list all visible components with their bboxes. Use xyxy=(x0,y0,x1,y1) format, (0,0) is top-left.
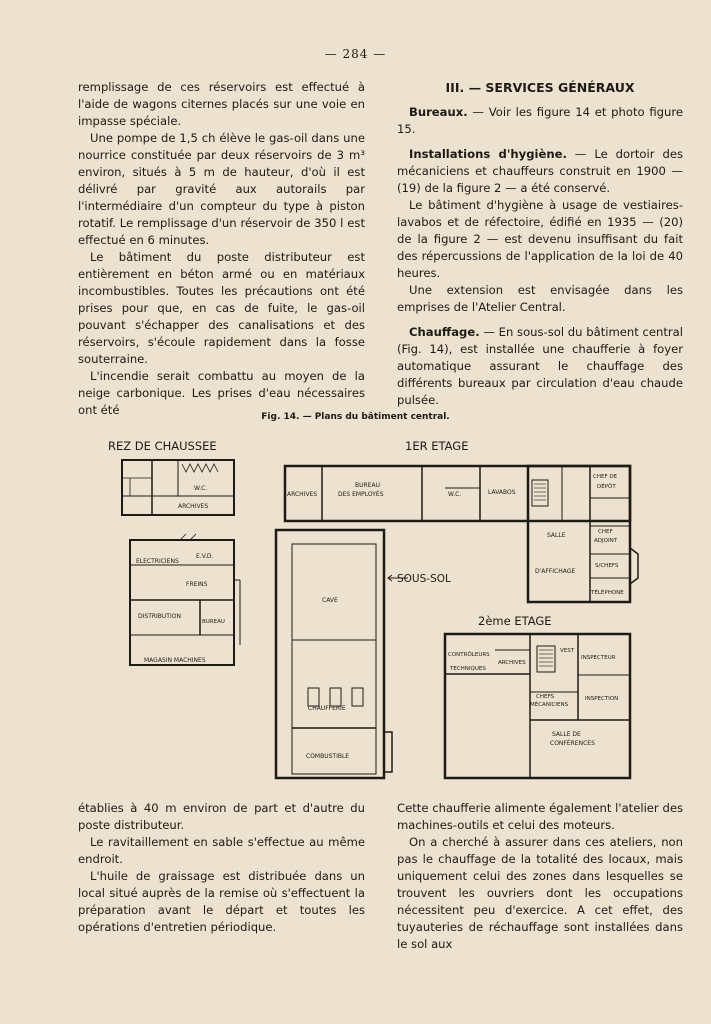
floor-plans-figure xyxy=(100,430,650,790)
paragraph-text: — Voir les figure 14 et photo figure 15. xyxy=(397,105,683,136)
label-controleurs-1: CONTRÔLEURS xyxy=(448,652,490,658)
label-controleurs-2: TECHNIQUES xyxy=(450,666,486,672)
left-column-bottom xyxy=(78,800,365,936)
paragraph-chauffage xyxy=(397,324,683,409)
label-inspection: INSPECTION xyxy=(585,696,619,702)
paragraph: établies à 40 m environ de part et d'autre du poste distributeur. xyxy=(78,801,365,832)
label-distribution: DISTRIBUTION xyxy=(138,613,181,620)
label-chef-depot-2: DÉPÔT xyxy=(597,484,616,490)
label-vest: VEST xyxy=(560,648,575,654)
paragraph: Le ravitaillement en sable s'effectue au même endroit. xyxy=(78,835,365,866)
floor-plans-drawing xyxy=(100,430,650,790)
label-archives-2eme: ARCHIVES xyxy=(498,660,526,666)
paragraph-bureaux xyxy=(397,104,683,138)
label-evd: E.V.D. xyxy=(196,553,214,560)
label-bureau: BUREAU xyxy=(202,619,225,625)
section-title: III. — SERVICES GÉNÉRAUX xyxy=(445,80,635,95)
label-inspecteur: INSPECTEUR xyxy=(581,655,616,661)
right-column-top xyxy=(397,79,683,409)
left-column-top xyxy=(78,79,365,419)
label-magasin-machines: MAGASIN MACHINES xyxy=(144,657,206,664)
paragraph: Le bâtiment d'hygiène à usage de vestiaires-lavabos et de réfectoire, édifié en 1935 — (20) de la figure 2 — est devenu insuffisant du fait des répercussions de l'application de la loi de 40 heures. xyxy=(397,198,683,280)
label-rez-de-chaussee: REZ DE CHAUSSEE xyxy=(108,439,217,453)
paragraph: L'incendie serait combattu au moyen de la neige carbonique. Les prises d'eau nécessaires ont été xyxy=(78,369,365,417)
paragraph-text: — En sous-sol du bâtiment central (Fig. 14), est installée une chaufferie à foyer automatique assurant le chauffage des différents bureaux par circulation d'eau chaude pulsée. xyxy=(397,325,683,407)
run-in-heading: Chauffage. xyxy=(409,325,480,339)
run-in-heading: Installations d'hygiène. xyxy=(409,147,567,161)
rdc-lower-block xyxy=(130,534,240,665)
label-chef-adjoint-2: ADJOINT xyxy=(594,538,618,544)
paragraph: remplissage de ces réservoirs est effectué à l'aide de wagons citernes placés sur une voie en impasse spéciale. xyxy=(78,80,365,128)
label-electriciens: ELECTRICIENS xyxy=(136,558,179,565)
label-lavabos: LAVABOS xyxy=(488,489,516,496)
label-chef-depot-1: CHEF DE xyxy=(593,474,618,480)
label-salle: SALLE xyxy=(547,532,566,539)
label-archives-1er: ARCHIVES xyxy=(287,491,318,498)
label-chefs-mecaniciens-2: MÉCANICIENS xyxy=(530,702,569,708)
basement-plan xyxy=(276,530,408,778)
label-s-chefs: S/CHEFS xyxy=(595,563,619,569)
label-salle-conferences-2: CONFÉRENCES xyxy=(550,740,595,747)
label-chefs-mecaniciens-1: CHEFS xyxy=(536,694,555,700)
label-wc-1er: W.C. xyxy=(448,491,462,498)
label-cave: CAVE xyxy=(322,597,338,604)
label-deuxieme-etage: 2ème ETAGE xyxy=(478,614,552,628)
paragraph: Le bâtiment du poste distributeur est entièrement en béton armé ou en matériaux incombustibles. Toutes les précautions ont été prises pour que, en cas de fuite, le gas-oil pouvant s'échapper des canalisations et des réservoirs, s'écoule rapidement dans la fosse souterraine. xyxy=(78,250,365,366)
label-sous-sol: SOUS-SOL xyxy=(397,573,451,585)
right-column-bottom xyxy=(397,800,683,953)
run-in-heading: Bureaux. xyxy=(409,105,468,119)
label-wc: W.C. xyxy=(194,485,208,492)
label-combustible: COMBUSTIBLE xyxy=(306,753,350,760)
label-bureau-employes-2: DES EMPLOYÉS xyxy=(338,491,384,498)
label-premier-etage: 1ER ETAGE xyxy=(405,439,469,453)
label-bureau-employes-1: BUREAU xyxy=(355,482,380,489)
paragraph-text: — Le dortoir des mécaniciens et chauffeurs construit en 1900 — (19) de la figure 2 — a été conservé. xyxy=(397,147,683,195)
paragraph: On a cherché à assurer dans ces ateliers, non pas le chauffage de la totalité des locaux, mais uniquement celui des zones dans lesquelles se trouvent les ouvriers dont les occupations nécessitent peu d'exercice. A cet effet, des tuyauteries de réchauffage sont installées dans le sol aux xyxy=(397,835,683,951)
paragraph: Une extension est envisagée dans les emprises de l'Atelier Central. xyxy=(397,283,683,314)
label-freins: FREINS xyxy=(186,581,208,588)
label-telephone: TÉLÉPHONE xyxy=(591,590,624,596)
label-d-affichage: D'AFFICHAGE xyxy=(535,568,576,575)
first-floor-plan xyxy=(285,466,638,602)
paragraph: Une pompe de 1,5 ch élève le gas-oil dans une nourrice constituée par deux réservoirs de 3 m³ environ, situés à 5 m de hauteur, d'où il est délivré par gravité aux autorails par l'intermédiaire d'un compteur du type à piston rotatif. Le remplissage d'un réservoir de 350 l est effectué en 6 minutes. xyxy=(78,131,365,247)
label-archives: ARCHIVES xyxy=(178,503,209,510)
label-salle-conferences-1: SALLE DE xyxy=(552,731,581,738)
label-chaufferie: CHAUFFERIE xyxy=(308,705,346,712)
figure-caption: Fig. 14. — Plans du bâtiment central. xyxy=(261,412,450,422)
label-chef-adjoint-1: CHEF xyxy=(598,529,613,535)
paragraph: Cette chaufferie alimente également l'atelier des machines-outils et celui des moteurs. xyxy=(397,801,683,832)
paragraph-hygiene xyxy=(397,146,683,197)
paragraph: L'huile de graissage est distribuée dans un local situé auprès de la remise où s'effectuent la préparation avant le départ et toutes les opérations d'entretien périodique. xyxy=(78,869,365,934)
page-number: — 284 — xyxy=(324,47,387,61)
